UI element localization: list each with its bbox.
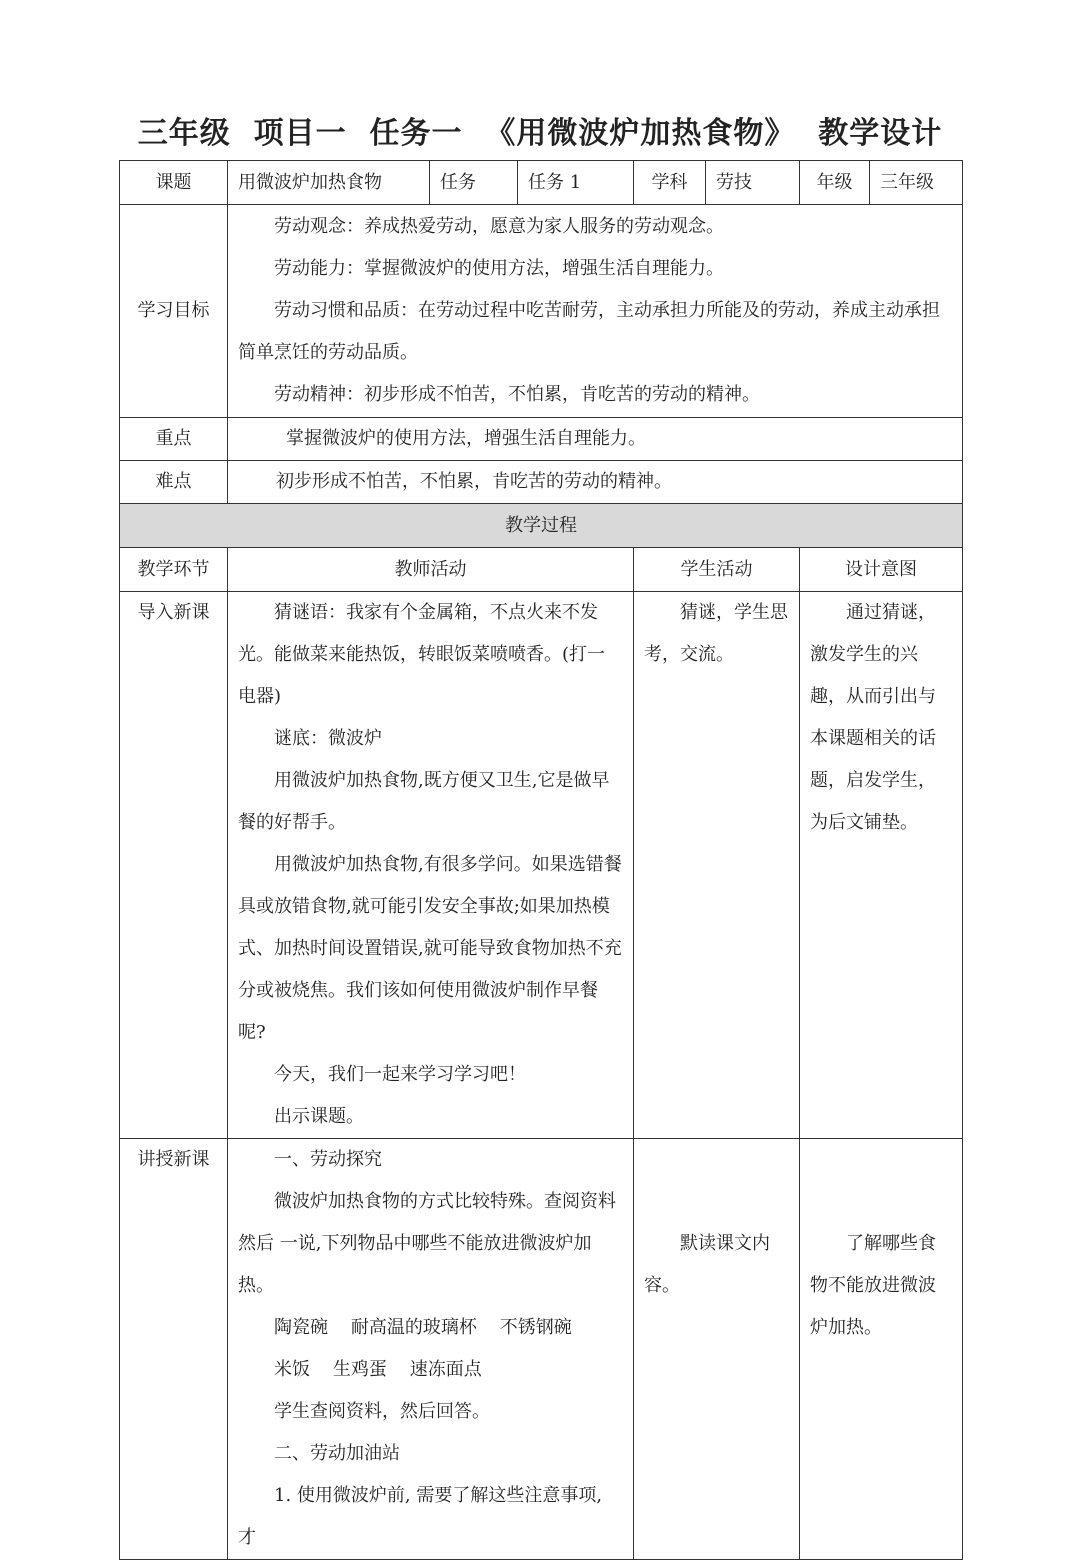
lesson-plan-table xyxy=(119,160,963,1560)
student-activity-text: 猜谜，学生思考，交流。 xyxy=(644,602,788,665)
course-label: 课题 xyxy=(120,161,228,205)
item-list-line: 陶瓷碗 耐高温的玻璃杯 不锈钢碗 xyxy=(274,1317,572,1338)
stage-column-header: 教学环节 xyxy=(120,548,228,592)
key-point-label: 重点 xyxy=(120,418,228,461)
intro-student-activity xyxy=(634,592,800,1139)
subject-value: 劳技 xyxy=(706,161,800,205)
teacher-paragraph: 猜谜语：我家有个金属箱，不点火来不发光。能做菜来能热饭，转眼饭菜喷喷香。(打一电器) xyxy=(238,602,606,707)
process-header-row xyxy=(120,548,963,592)
intro-row xyxy=(120,592,963,1139)
teacher-paragraph: 今天，我们一起来学习学习吧！ xyxy=(274,1064,526,1085)
difficulty-row xyxy=(120,461,963,504)
task-label: 任务 xyxy=(430,161,518,205)
grade-value: 三年级 xyxy=(870,161,963,205)
lecture-design-intent xyxy=(800,1139,963,1560)
objectives-label: 学习目标 xyxy=(120,205,228,418)
task-value: 任务 1 xyxy=(518,161,634,205)
intro-stage: 导入新课 xyxy=(120,592,228,1139)
section-heading: 一、劳动探究 xyxy=(274,1149,382,1170)
key-point-text: 掌握微波炉的使用方法，增强生活自理能力。 xyxy=(228,418,963,461)
grade-label: 年级 xyxy=(800,161,870,205)
lecture-teacher-activity xyxy=(228,1139,634,1560)
course-value: 用微波炉加热食物 xyxy=(228,161,430,205)
student-activity-text: 默读课文内容。 xyxy=(644,1233,770,1296)
section-heading: 二、劳动加油站 xyxy=(274,1443,400,1464)
teacher-paragraph: 1. 使用微波炉前, 需要了解这些注意事项, 才 xyxy=(238,1485,603,1548)
teacher-paragraph: 微波炉加热食物的方式比较特殊。查阅资料然后 一说,下列物品中哪些不能放进微波炉加热。 xyxy=(238,1191,616,1296)
objective-item: 劳动观念：养成热爱劳动，愿意为家人服务的劳动观念。 xyxy=(274,216,724,237)
teacher-paragraph: 出示课题。 xyxy=(274,1106,364,1127)
objective-item: 劳动能力：掌握微波炉的使用方法，增强生活自理能力。 xyxy=(274,258,724,279)
teacher-paragraph: 谜底：微波炉 xyxy=(274,728,382,749)
document-title: 三年级 项目一 任务一 《用微波炉加热食物》 教学设计 xyxy=(137,116,943,151)
objective-item: 劳动精神：初步形成不怕苦，不怕累，肯吃苦的劳动的精神。 xyxy=(274,384,760,405)
item-list-line: 米饭 生鸡蛋 速冻面点 xyxy=(274,1359,482,1380)
objectives-content xyxy=(228,205,963,418)
difficulty-text: 初步形成不怕苦，不怕累，肯吃苦的劳动的精神。 xyxy=(228,461,963,504)
process-title-row xyxy=(120,504,963,548)
teacher-paragraph: 用微波炉加热食物,既方便又卫生,它是做早餐的好帮手。 xyxy=(238,770,610,833)
design-intent-text: 了解哪些食物不能放进微波炉加热。 xyxy=(810,1233,936,1338)
lecture-stage: 讲授新课 xyxy=(120,1139,228,1560)
objectives-row xyxy=(120,205,963,418)
intro-design-intent xyxy=(800,592,963,1139)
student-column-header: 学生活动 xyxy=(634,548,800,592)
design-intent-text: 通过猜谜，激发学生的兴趣，从而引出与本课题相关的话题，启发学生，为后文铺垫。 xyxy=(810,602,936,833)
teacher-paragraph: 学生查阅资料，然后回答。 xyxy=(274,1401,490,1422)
difficulty-label: 难点 xyxy=(120,461,228,504)
key-point-row xyxy=(120,418,963,461)
intro-teacher-activity xyxy=(228,592,634,1139)
lecture-row xyxy=(120,1139,963,1560)
header-row xyxy=(120,161,963,205)
teacher-column-header: 教师活动 xyxy=(228,548,634,592)
teacher-paragraph: 用微波炉加热食物,有很多学问。如果选错餐具或放错食物,就可能引发安全事故;如果加热模式、加热时间设置错误,就可能导致食物加热不充分或被烧焦。我们该如何使用微波炉制作早餐呢? xyxy=(238,854,622,1043)
lecture-student-activity xyxy=(634,1139,800,1560)
objective-item: 劳动习惯和品质：在劳动过程中吃苦耐劳，主动承担力所能及的劳动，养成主动承担简单烹饪的劳动品质。 xyxy=(238,300,940,363)
subject-label: 学科 xyxy=(634,161,706,205)
process-section-title: 教学过程 xyxy=(120,504,963,548)
intent-column-header: 设计意图 xyxy=(800,548,963,592)
